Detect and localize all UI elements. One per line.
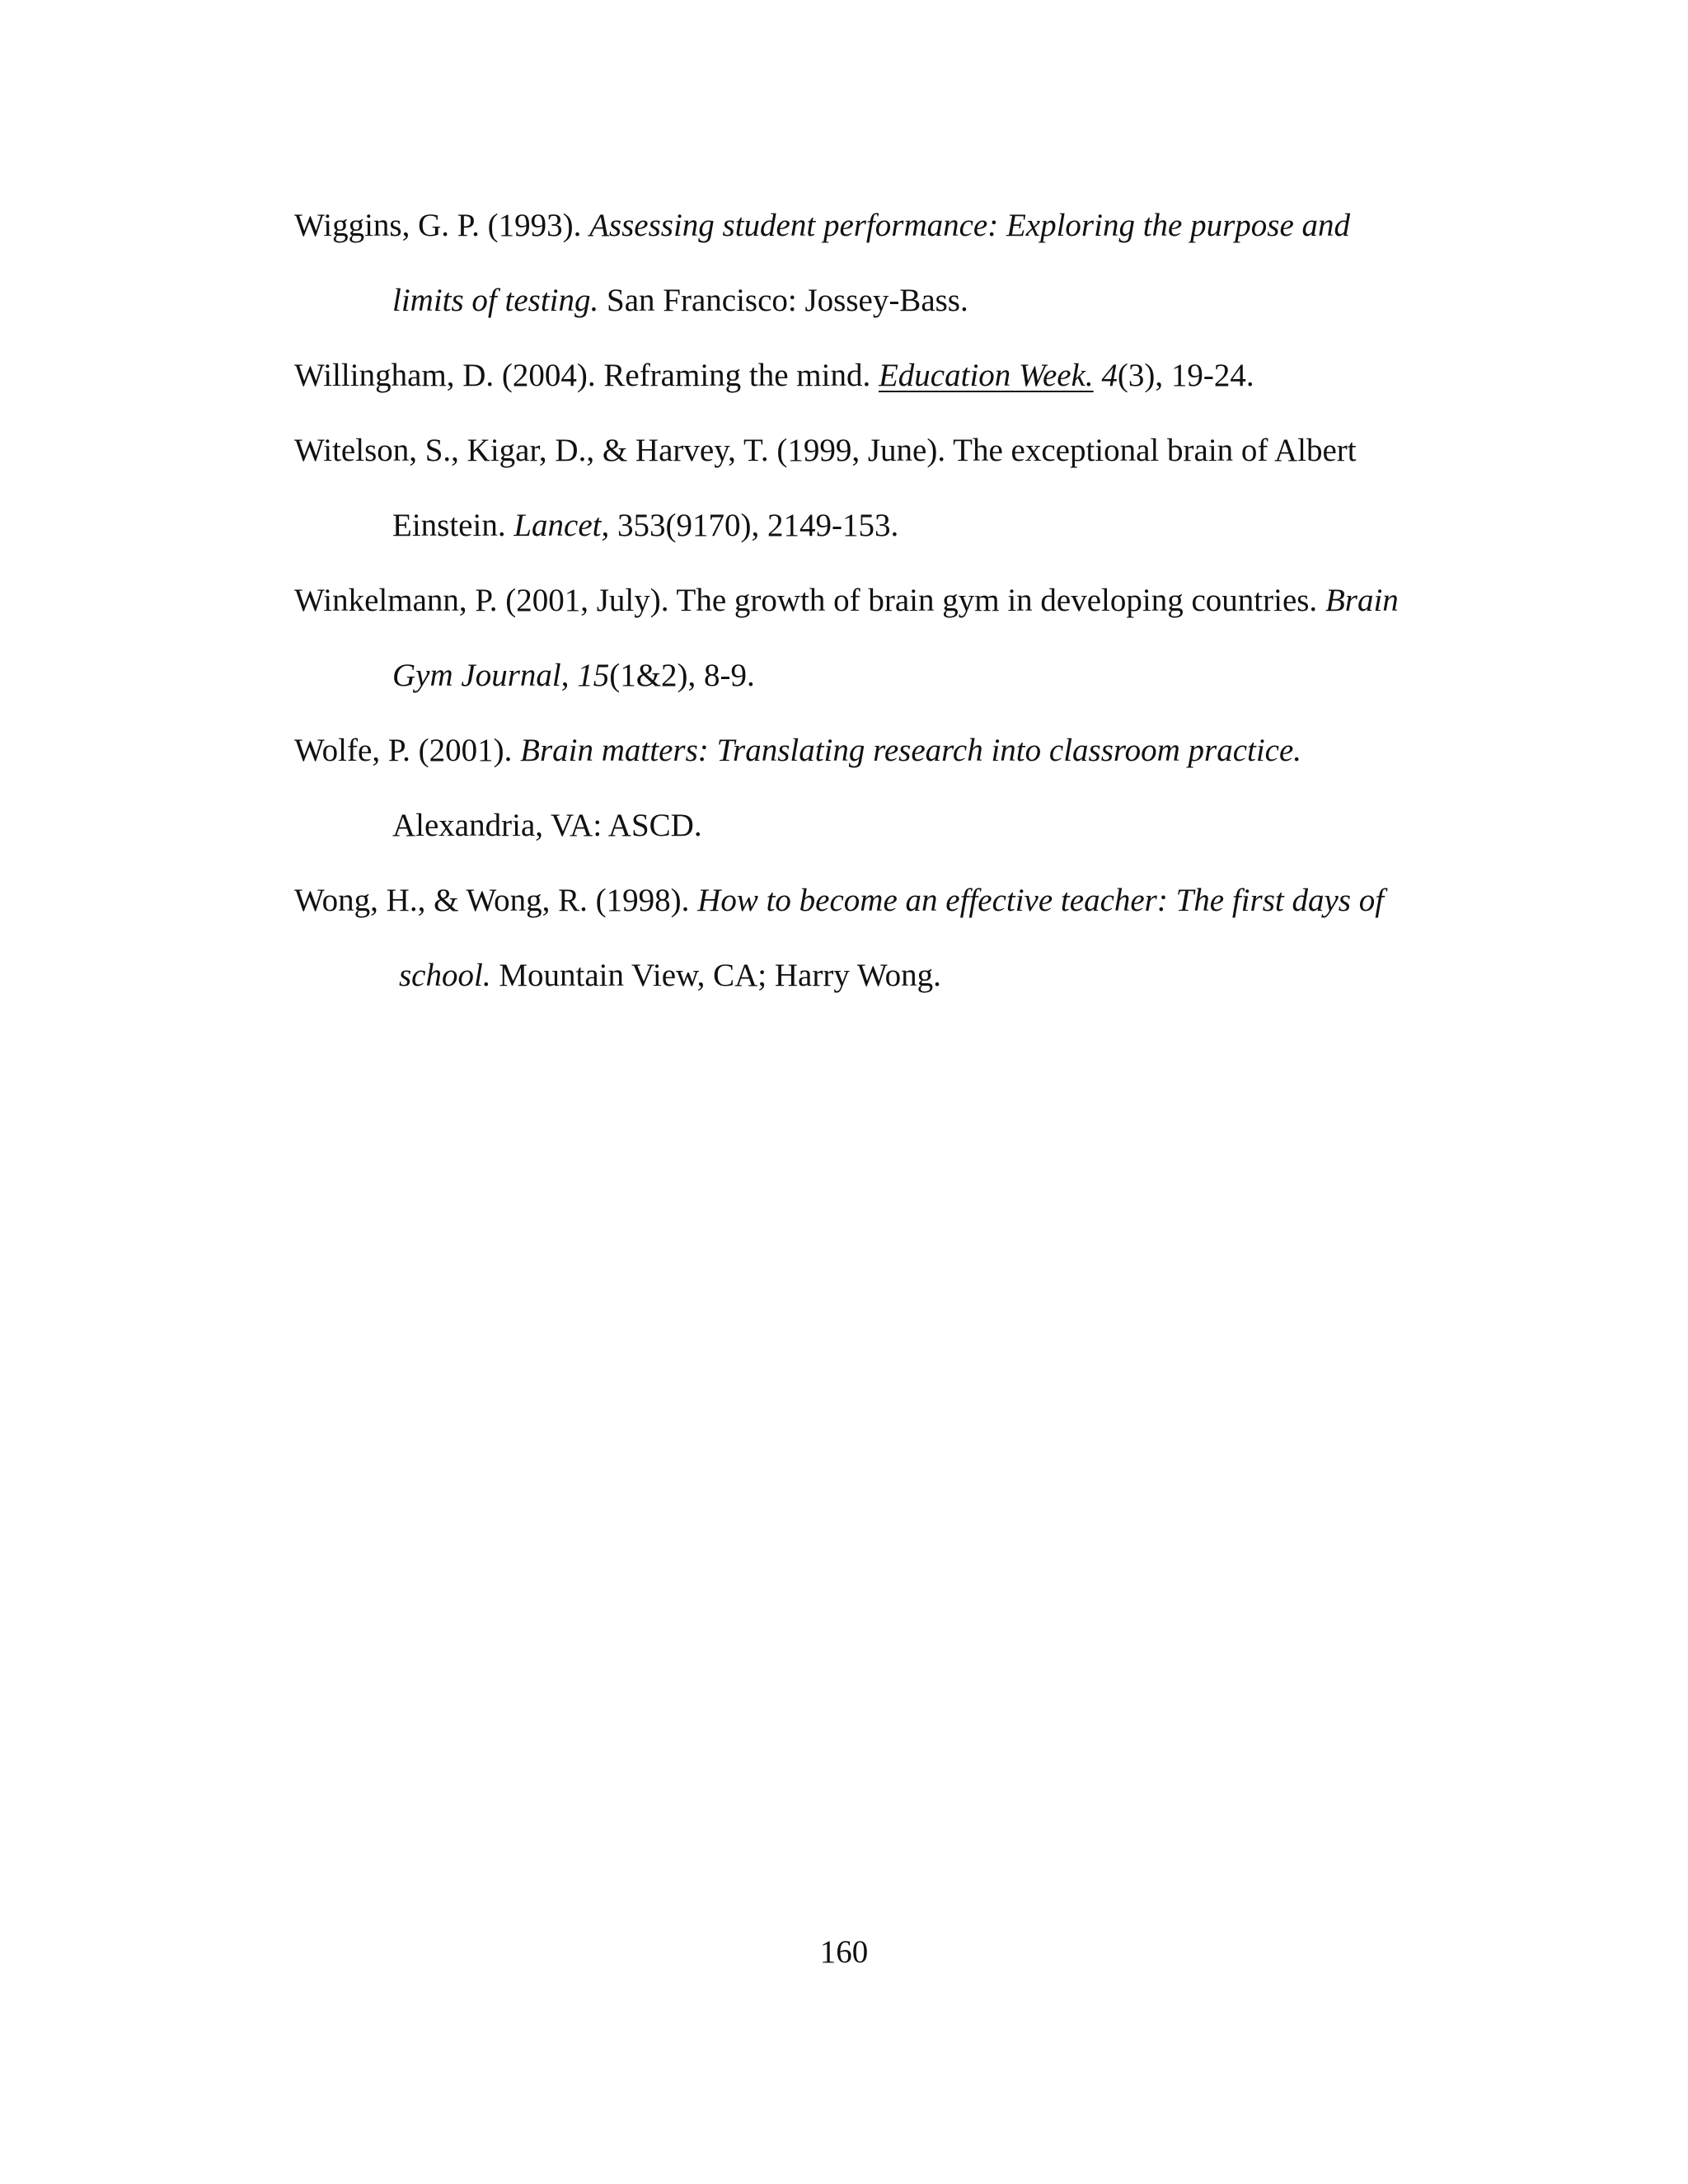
reference-text: Einstein. [392,508,514,543]
reference-list [294,188,1465,1013]
reference-winkelmann-line-2 [294,638,1465,713]
reference-journal: Lancet, [513,508,610,543]
reference-text: Mountain View, CA; Harry Wong. [490,958,941,993]
reference-text [1094,358,1102,393]
reference-wiggins-line-1 [294,188,1465,263]
reference-wong-line-2 [294,938,1465,1013]
reference-text: Alexandria, VA: ASCD. [392,808,702,843]
reference-title: How to become an effective teacher: The first days of [697,883,1385,918]
reference-title: Brain matters: Translating research into classroom practice. [520,733,1302,768]
reference-witelson-line-1 [294,413,1465,488]
page-number: 160 [819,1934,869,1970]
reference-text: , [560,658,578,693]
reference-wong-line-1 [294,863,1465,938]
reference-witelson-line-2 [294,488,1465,563]
reference-text: Winkelmann, P. (2001, July). The growth of brain gym in developing countries. [294,583,1325,618]
reference-title: Assessing student performance: Exploring the purpose and [589,208,1351,243]
reference-text: Wong, H., & Wong, R. (1998). [294,883,698,918]
reference-wolfe-line-2 [294,788,1465,863]
reference-willingham-line-1 [294,338,1465,413]
reference-title: school. [399,958,491,993]
reference-journal: Education Week. [878,358,1094,393]
reference-text: Willingham, D. (2004). Reframing the mind. [294,358,879,393]
reference-journal: Gym Journal [392,658,561,693]
reference-volume: 4 [1101,358,1118,393]
reference-text: Wolfe, P. (2001). [294,733,521,768]
reference-text: San Francisco: Jossey-Bass. [598,283,968,318]
reference-journal: Brain [1325,583,1399,618]
reference-wolfe-line-1 [294,713,1465,788]
reference-text: (3), 19-24. [1117,358,1254,393]
reference-volume: 15 [577,658,610,693]
reference-text: (1&2), 8-9. [609,658,755,693]
reference-winkelmann-line-1 [294,563,1465,638]
reference-text: 353(9170), 2149-153. [609,508,899,543]
reference-text: Wiggins, G. P. (1993). [294,208,590,243]
reference-wiggins-line-2 [294,263,1465,338]
reference-title: limits of testing. [392,283,599,318]
reference-text: Witelson, S., Kigar, D., & Harvey, T. (1999, June). The exceptional brain of Albert [294,433,1357,468]
